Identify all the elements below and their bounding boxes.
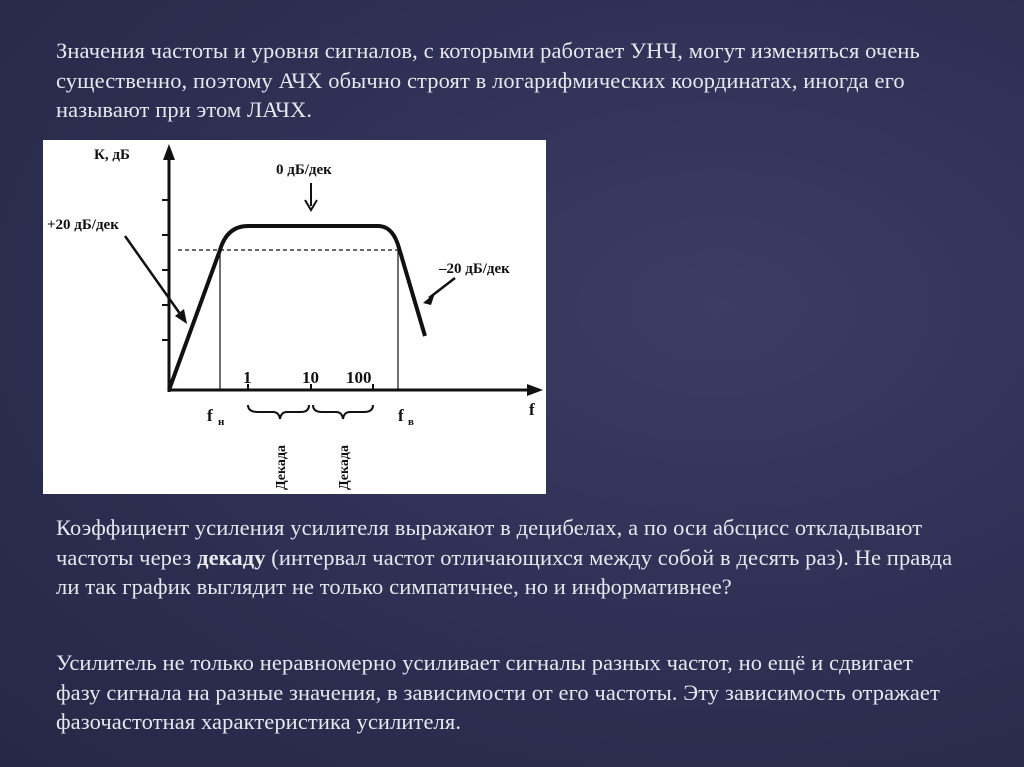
decade-paragraph — [56, 513, 956, 602]
rise-slope-label: +20 дБ/дек — [47, 217, 119, 233]
response-curve — [169, 226, 425, 390]
fall-slope-label: –20 дБ/дек — [439, 261, 510, 277]
frequency-response-diagram — [43, 140, 546, 494]
decade-paragraph-text-1: Коэффициент усиления усилителя выражают в децибелах, а по оси абсцисс откладывают частоты через — [56, 515, 923, 570]
decade-term: декаду — [197, 544, 266, 570]
flat-slope-label: 0 дБ/дек — [276, 162, 332, 178]
tick-label-100: 100 — [346, 368, 372, 387]
x-axis-label: f — [529, 400, 535, 419]
y-axis-label: К, дБ — [94, 147, 130, 163]
tick-label-1: 1 — [243, 368, 252, 387]
intro-paragraph: Значения частоты и уровня сигналов, с которыми работает УНЧ, могут изменяться очень существенно, поэтому АЧХ обычно строят в логарифмических координатах, иногда его называют при этом ЛАЧХ. — [56, 38, 920, 122]
decade-brace-1 — [248, 405, 309, 419]
fv-label: f — [398, 406, 404, 425]
decade-label-1: Декада — [274, 445, 289, 490]
fn-subscript: н — [218, 416, 225, 428]
x-axis-arrow — [527, 384, 543, 396]
phase-paragraph: Усилитель не только неравномерно усиливает сигналы разных частот, но ещё и сдвигает фазу сигнала на разные значения, в зависимости от его частоты. Эту зависимость отражает фазочастотная характеристика усилителя. — [56, 650, 940, 734]
fv-subscript: в — [408, 416, 414, 428]
y-axis-arrow — [163, 144, 175, 160]
decade-label-2: Декада — [337, 445, 352, 490]
decade-brace-2 — [313, 405, 373, 419]
tick-label-10: 10 — [302, 368, 319, 387]
decade-paragraph-text-2: (интервал частот отличающихся между собой в десять раз). Не правда ли так график выглядит не только симпатичнее, но и информативнее? — [56, 544, 953, 599]
rise-slope-arrow — [125, 236, 183, 318]
fn-label: f — [207, 406, 213, 425]
